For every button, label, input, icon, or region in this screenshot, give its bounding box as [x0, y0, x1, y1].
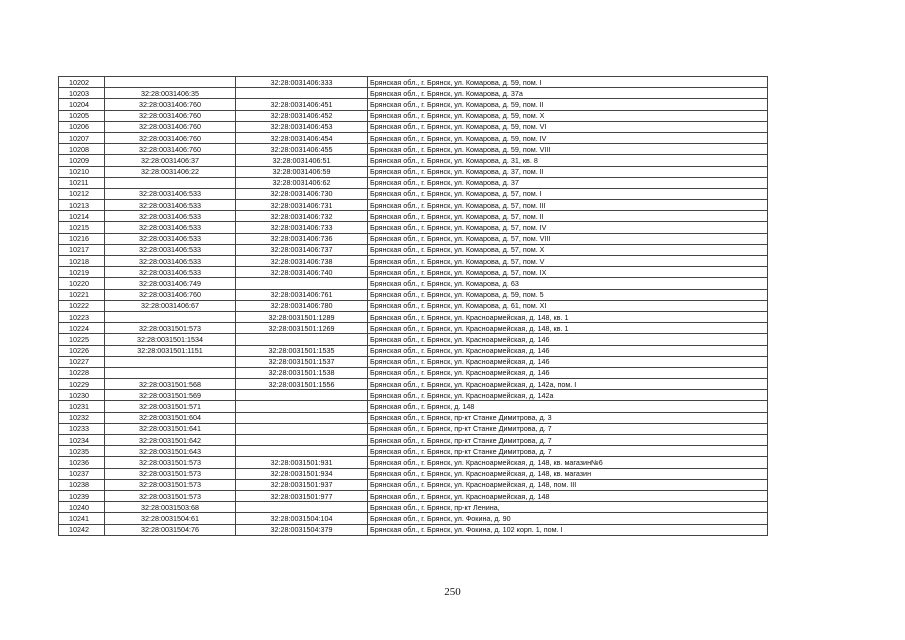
row-number-cell: 10216: [59, 233, 105, 244]
row-number-cell: 10239: [59, 490, 105, 501]
address-cell: Брянская обл., г. Брянск, ул. Комарова, д. 59, пом. IV: [368, 132, 768, 143]
address-cell: Брянская обл., г. Брянск, ул. Комарова, д. 57, пом. IX: [368, 267, 768, 278]
address-cell: Брянская обл., г. Брянск, ул. Красноармейская, д. 146: [368, 367, 768, 378]
object-cadastral-cell: 32:28:0031406:733: [236, 222, 368, 233]
parcel-cadastral-cell: 32:28:0031406:533: [105, 233, 236, 244]
object-cadastral-cell: 32:28:0031406:731: [236, 200, 368, 211]
table-row: [59, 379, 768, 390]
object-cadastral-cell: 32:28:0031406:740: [236, 267, 368, 278]
address-cell: Брянская обл., г. Брянск, ул. Комарова, д. 31, кв. 8: [368, 155, 768, 166]
table-row: [59, 502, 768, 513]
object-cadastral-cell: 32:28:0031406:738: [236, 256, 368, 267]
address-cell: Брянская обл., г. Брянск, ул. Красноармейская, д. 142а: [368, 390, 768, 401]
parcel-cadastral-cell: 32:28:0031406:533: [105, 222, 236, 233]
table-row: [59, 110, 768, 121]
address-cell: Брянская обл., г. Брянск, ул. Комарова, д. 57, пом. V: [368, 256, 768, 267]
parcel-cadastral-cell: 32:28:0031501:568: [105, 379, 236, 390]
table-row: [59, 188, 768, 199]
parcel-cadastral-cell: 32:28:0031406:760: [105, 132, 236, 143]
address-cell: Брянская обл., г. Брянск, ул. Комарова, д. 59, пом. VIII: [368, 144, 768, 155]
table-row: [59, 166, 768, 177]
parcel-cadastral-cell: 32:28:0031406:37: [105, 155, 236, 166]
address-cell: Брянская обл., г. Брянск, ул. Красноармейская, д. 146: [368, 345, 768, 356]
object-cadastral-cell: 32:28:0031406:737: [236, 244, 368, 255]
object-cadastral-cell: 32:28:0031406:453: [236, 121, 368, 132]
address-cell: Брянская обл., г. Брянск, ул. Красноармейская, д. 142а, пом. I: [368, 379, 768, 390]
address-cell: Брянская обл., г. Брянск, ул. Красноармейская, д. 148, пом. III: [368, 479, 768, 490]
row-number-cell: 10218: [59, 256, 105, 267]
table-row: [59, 468, 768, 479]
row-number-cell: 10242: [59, 524, 105, 535]
row-number-cell: 10208: [59, 144, 105, 155]
row-number-cell: 10227: [59, 356, 105, 367]
address-cell: Брянская обл., г. Брянск, ул. Комарова, д. 57, пом. X: [368, 244, 768, 255]
row-number-cell: 10230: [59, 390, 105, 401]
address-cell: Брянская обл., г. Брянск, пр-кт Станке Димитрова, д. 7: [368, 446, 768, 457]
row-number-cell: 10226: [59, 345, 105, 356]
parcel-cadastral-cell: 32:28:0031406:22: [105, 166, 236, 177]
table-row: [59, 390, 768, 401]
object-cadastral-cell: 32:28:0031406:451: [236, 99, 368, 110]
parcel-cadastral-cell: 32:28:0031406:760: [105, 289, 236, 300]
object-cadastral-cell: 32:28:0031501:1289: [236, 311, 368, 322]
object-cadastral-cell: 32:28:0031501:937: [236, 479, 368, 490]
table-row: [59, 211, 768, 222]
object-cadastral-cell: [236, 423, 368, 434]
object-cadastral-cell: 32:28:0031501:934: [236, 468, 368, 479]
row-number-cell: 10217: [59, 244, 105, 255]
row-number-cell: 10238: [59, 479, 105, 490]
address-cell: Брянская обл., г. Брянск, ул. Красноармейская, д. 148, кв. 1: [368, 323, 768, 334]
table-row: [59, 457, 768, 468]
table-row: [59, 412, 768, 423]
object-cadastral-cell: [236, 390, 368, 401]
row-number-cell: 10236: [59, 457, 105, 468]
row-number-cell: 10209: [59, 155, 105, 166]
address-cell: Брянская обл., г. Брянск, ул. Красноармейская, д. 146: [368, 334, 768, 345]
address-cell: Брянская обл., г. Брянск, ул. Красноармейская, д. 148, кв. 1: [368, 311, 768, 322]
row-number-cell: 10205: [59, 110, 105, 121]
row-number-cell: 10234: [59, 435, 105, 446]
object-cadastral-cell: 32:28:0031501:931: [236, 457, 368, 468]
parcel-cadastral-cell: 32:28:0031406:533: [105, 211, 236, 222]
row-number-cell: 10204: [59, 99, 105, 110]
object-cadastral-cell: 32:28:0031406:761: [236, 289, 368, 300]
table-row: [59, 289, 768, 300]
table-row: [59, 267, 768, 278]
row-number-cell: 10214: [59, 211, 105, 222]
object-cadastral-cell: [236, 446, 368, 457]
row-number-cell: 10203: [59, 88, 105, 99]
parcel-cadastral-cell: 32:28:0031503:68: [105, 502, 236, 513]
parcel-cadastral-cell: 32:28:0031501:573: [105, 490, 236, 501]
address-cell: Брянская обл., г. Брянск, ул. Комарова, д. 59, пом. II: [368, 99, 768, 110]
address-cell: Брянская обл., г. Брянск, ул. Комарова, д. 57, пом. I: [368, 188, 768, 199]
table-row: [59, 121, 768, 132]
object-cadastral-cell: 32:28:0031406:452: [236, 110, 368, 121]
table-row: [59, 423, 768, 434]
table-row: [59, 334, 768, 345]
table-row: [59, 435, 768, 446]
object-cadastral-cell: [236, 412, 368, 423]
parcel-cadastral-cell: 32:28:0031406:67: [105, 300, 236, 311]
table-row: [59, 233, 768, 244]
object-cadastral-cell: 32:28:0031406:454: [236, 132, 368, 143]
row-number-cell: 10235: [59, 446, 105, 457]
object-cadastral-cell: 32:28:0031406:736: [236, 233, 368, 244]
parcel-cadastral-cell: 32:28:0031501:569: [105, 390, 236, 401]
object-cadastral-cell: 32:28:0031501:1535: [236, 345, 368, 356]
parcel-cadastral-cell: 32:28:0031501:573: [105, 479, 236, 490]
row-number-cell: 10221: [59, 289, 105, 300]
address-cell: Брянская обл., г. Брянск, пр-кт Ленина,: [368, 502, 768, 513]
object-cadastral-cell: 32:28:0031406:59: [236, 166, 368, 177]
address-cell: Брянская обл., г. Брянск, ул. Комарова, д. 59, пом. I: [368, 77, 768, 88]
table-row: [59, 99, 768, 110]
parcel-cadastral-cell: 32:28:0031406:533: [105, 256, 236, 267]
table-row: [59, 200, 768, 211]
address-cell: Брянская обл., г. Брянск, ул. Комарова, д. 59, пом. VI: [368, 121, 768, 132]
parcel-cadastral-cell: 32:28:0031501:641: [105, 423, 236, 434]
row-number-cell: 10229: [59, 379, 105, 390]
table-row: [59, 256, 768, 267]
address-cell: Брянская обл., г. Брянск, пр-кт Станке Димитрова, д. 3: [368, 412, 768, 423]
parcel-cadastral-cell: [105, 177, 236, 188]
object-cadastral-cell: 32:28:0031501:1537: [236, 356, 368, 367]
row-number-cell: 10222: [59, 300, 105, 311]
table-row: [59, 356, 768, 367]
address-cell: Брянская обл., г. Брянск, ул. Красноармейская, д. 148, кв. магазин: [368, 468, 768, 479]
object-cadastral-cell: 32:28:0031406:62: [236, 177, 368, 188]
row-number-cell: 10228: [59, 367, 105, 378]
object-cadastral-cell: [236, 334, 368, 345]
parcel-cadastral-cell: [105, 367, 236, 378]
parcel-cadastral-cell: 32:28:0031501:643: [105, 446, 236, 457]
parcel-cadastral-cell: 32:28:0031504:76: [105, 524, 236, 535]
table-row: [59, 132, 768, 143]
parcel-cadastral-cell: [105, 356, 236, 367]
object-cadastral-cell: 32:28:0031501:1269: [236, 323, 368, 334]
table-row: [59, 278, 768, 289]
row-number-cell: 10232: [59, 412, 105, 423]
table-row: [59, 244, 768, 255]
parcel-cadastral-cell: 32:28:0031501:573: [105, 468, 236, 479]
parcel-cadastral-cell: 32:28:0031406:760: [105, 110, 236, 121]
parcel-cadastral-cell: 32:28:0031406:533: [105, 200, 236, 211]
row-number-cell: 10237: [59, 468, 105, 479]
object-cadastral-cell: 32:28:0031406:51: [236, 155, 368, 166]
parcel-cadastral-cell: 32:28:0031501:573: [105, 457, 236, 468]
parcel-cadastral-cell: 32:28:0031501:573: [105, 323, 236, 334]
row-number-cell: 10212: [59, 188, 105, 199]
address-cell: Брянская обл., г. Брянск, ул. Комарова, д. 63: [368, 278, 768, 289]
row-number-cell: 10231: [59, 401, 105, 412]
row-number-cell: 10225: [59, 334, 105, 345]
object-cadastral-cell: [236, 435, 368, 446]
address-cell: Брянская обл., г. Брянск, ул. Комарова, д. 59, пом. X: [368, 110, 768, 121]
object-cadastral-cell: [236, 278, 368, 289]
row-number-cell: 10211: [59, 177, 105, 188]
address-cell: Брянская обл., г. Брянск, ул. Красноармейская, д. 148, кв. магазин№6: [368, 457, 768, 468]
row-number-cell: 10213: [59, 200, 105, 211]
parcel-cadastral-cell: 32:28:0031406:35: [105, 88, 236, 99]
object-cadastral-cell: [236, 88, 368, 99]
table-row: [59, 88, 768, 99]
table-row: [59, 490, 768, 501]
table-row: [59, 311, 768, 322]
object-cadastral-cell: [236, 401, 368, 412]
parcel-cadastral-cell: 32:28:0031406:760: [105, 99, 236, 110]
table-row: [59, 446, 768, 457]
object-cadastral-cell: 32:28:0031504:104: [236, 513, 368, 524]
object-cadastral-cell: 32:28:0031406:333: [236, 77, 368, 88]
row-number-cell: 10223: [59, 311, 105, 322]
row-number-cell: 10220: [59, 278, 105, 289]
address-cell: Брянская обл., г. Брянск, д. 148: [368, 401, 768, 412]
row-number-cell: 10210: [59, 166, 105, 177]
address-cell: Брянская обл., г. Брянск, ул. Комарова, д. 37: [368, 177, 768, 188]
object-cadastral-cell: 32:28:0031501:977: [236, 490, 368, 501]
table-row: [59, 524, 768, 535]
address-cell: Брянская обл., г. Брянск, ул. Комарова, д. 37, пом. II: [368, 166, 768, 177]
parcel-cadastral-cell: 32:28:0031406:749: [105, 278, 236, 289]
table-body: [59, 77, 768, 536]
table-row: [59, 345, 768, 356]
parcel-cadastral-cell: 32:28:0031501:571: [105, 401, 236, 412]
address-cell: Брянская обл., г. Брянск, пр-кт Станке Димитрова, д. 7: [368, 423, 768, 434]
table-row: [59, 513, 768, 524]
address-cell: Брянская обл., г. Брянск, ул. Комарова, д. 57, пом. IV: [368, 222, 768, 233]
parcel-cadastral-cell: 32:28:0031501:642: [105, 435, 236, 446]
row-number-cell: 10241: [59, 513, 105, 524]
address-cell: Брянская обл., г. Брянск, пр-кт Станке Димитрова, д. 7: [368, 435, 768, 446]
table-row: [59, 323, 768, 334]
parcel-cadastral-cell: [105, 77, 236, 88]
address-cell: Брянская обл., г. Брянск, ул. Комарова, д. 59, пом. 5: [368, 289, 768, 300]
row-number-cell: 10202: [59, 77, 105, 88]
row-number-cell: 10207: [59, 132, 105, 143]
address-cell: Брянская обл., г. Брянск, ул. Фокина, д. 102 корп. 1, пом. I: [368, 524, 768, 535]
address-cell: Брянская обл., г. Брянск, ул. Комарова, д. 57, пом. III: [368, 200, 768, 211]
object-cadastral-cell: 32:28:0031406:730: [236, 188, 368, 199]
address-cell: Брянская обл., г. Брянск, ул. Комарова, д. 57, пом. VIII: [368, 233, 768, 244]
table-row: [59, 155, 768, 166]
parcel-cadastral-cell: 32:28:0031406:533: [105, 188, 236, 199]
object-cadastral-cell: 32:28:0031406:455: [236, 144, 368, 155]
document-table: [58, 76, 768, 536]
row-number-cell: 10219: [59, 267, 105, 278]
table-row: [59, 401, 768, 412]
object-cadastral-cell: 32:28:0031501:1538: [236, 367, 368, 378]
object-cadastral-cell: 32:28:0031504:379: [236, 524, 368, 535]
parcel-cadastral-cell: 32:28:0031504:61: [105, 513, 236, 524]
table-row: [59, 144, 768, 155]
parcel-cadastral-cell: 32:28:0031501:604: [105, 412, 236, 423]
parcel-cadastral-cell: 32:28:0031406:533: [105, 244, 236, 255]
parcel-cadastral-cell: 32:28:0031406:760: [105, 121, 236, 132]
table-row: [59, 77, 768, 88]
object-cadastral-cell: 32:28:0031406:732: [236, 211, 368, 222]
page-number: 250: [444, 586, 461, 598]
object-cadastral-cell: [236, 502, 368, 513]
parcel-cadastral-cell: 32:28:0031501:1534: [105, 334, 236, 345]
address-cell: Брянская обл., г. Брянск, ул. Комарова, д. 37а: [368, 88, 768, 99]
table-row: [59, 479, 768, 490]
object-cadastral-cell: 32:28:0031406:780: [236, 300, 368, 311]
object-cadastral-cell: 32:28:0031501:1556: [236, 379, 368, 390]
row-number-cell: 10206: [59, 121, 105, 132]
row-number-cell: 10224: [59, 323, 105, 334]
address-cell: Брянская обл., г. Брянск, ул. Красноармейская, д. 148: [368, 490, 768, 501]
address-cell: Брянская обл., г. Брянск, ул. Комарова, д. 61, пом. XI: [368, 300, 768, 311]
address-cell: Брянская обл., г. Брянск, ул. Красноармейская, д. 146: [368, 356, 768, 367]
table-row: [59, 177, 768, 188]
table-row: [59, 300, 768, 311]
row-number-cell: 10233: [59, 423, 105, 434]
row-number-cell: 10215: [59, 222, 105, 233]
parcel-cadastral-cell: 32:28:0031406:760: [105, 144, 236, 155]
table-row: [59, 367, 768, 378]
parcel-cadastral-cell: 32:28:0031406:533: [105, 267, 236, 278]
row-number-cell: 10240: [59, 502, 105, 513]
address-cell: Брянская обл., г. Брянск, ул. Фокина, д. 90: [368, 513, 768, 524]
table-row: [59, 222, 768, 233]
parcel-cadastral-cell: [105, 311, 236, 322]
address-cell: Брянская обл., г. Брянск, ул. Комарова, д. 57, пом. II: [368, 211, 768, 222]
parcel-cadastral-cell: 32:28:0031501:1151: [105, 345, 236, 356]
